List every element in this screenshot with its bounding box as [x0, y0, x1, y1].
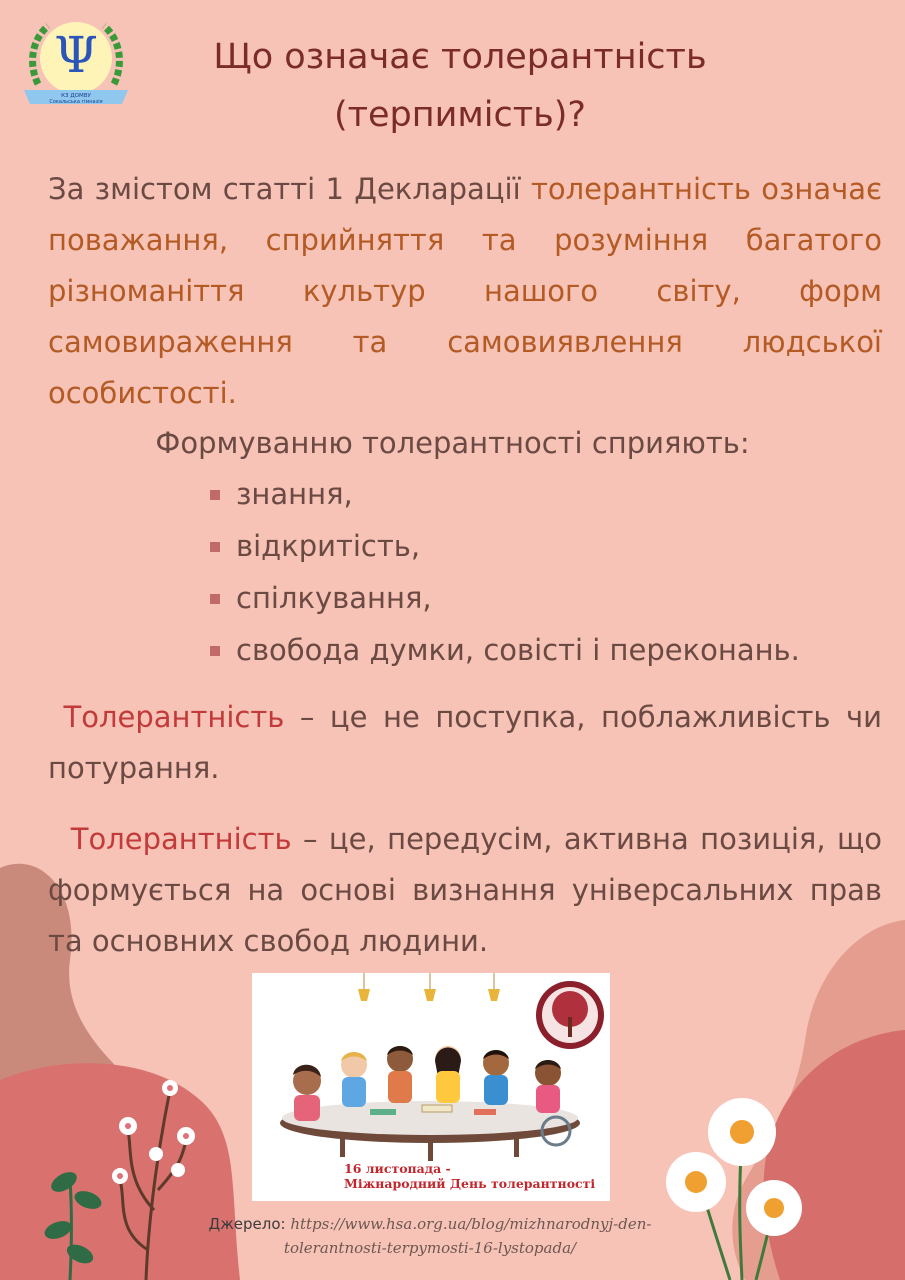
definition-intro: За змістом статті 1 Декларації	[48, 172, 531, 206]
source-url-line-1[interactable]: https://www.hsa.org.ua/blog/mizhnarodnyj-den-	[285, 1215, 652, 1233]
definition-paragraph	[48, 164, 882, 419]
source-credit	[150, 1212, 710, 1260]
title-line-1: Що означає толерантність	[213, 37, 707, 77]
factors-list	[210, 468, 800, 676]
title-line-2: (терпимість)?	[333, 95, 587, 135]
illustration-caption	[344, 1161, 614, 1191]
list-item	[210, 468, 800, 520]
caption-line-2: Міжнародний День толерантності	[344, 1176, 596, 1191]
list-item	[210, 572, 800, 624]
daisy-icon	[666, 1152, 726, 1212]
logo-text-1: КЗ ДОМВУ	[61, 93, 91, 99]
square-bullet-icon	[210, 490, 220, 500]
list-item-text: свобода думки, совісті і переконань.	[236, 633, 800, 667]
caption-line-1: 16 листопада -	[344, 1161, 451, 1176]
term-tolerance: Толерантність	[63, 700, 285, 734]
svg-text:Ψ: Ψ	[54, 26, 98, 84]
not-concession-paragraph	[48, 692, 882, 794]
logo-text-2: Сокальська гімназія	[49, 99, 103, 105]
daisy-icon	[708, 1098, 776, 1166]
active-position-paragraph	[48, 814, 882, 967]
source-url-line-2[interactable]: tolerantnosti-terpymosti-16-lystopada/	[283, 1239, 577, 1257]
daisy-icon	[746, 1180, 802, 1236]
square-bullet-icon	[210, 542, 220, 552]
square-bullet-icon	[210, 646, 220, 656]
term-tolerance: Толерантність	[70, 822, 292, 856]
paragraph3-text: – це, передусім, активна позиція, що формується на основі визнання універсальних прав та основних свобод людини.	[48, 822, 883, 958]
square-bullet-icon	[210, 594, 220, 604]
list-item-text: знання,	[236, 477, 353, 511]
definition-highlight: толерантність означає поважання, сприйняття та розуміння багатого різноманіття культур нашого світу, форм самовираження та самовиявлення людської особистості.	[48, 172, 882, 410]
list-item-text: спілкування,	[236, 581, 432, 615]
list-item	[210, 520, 800, 572]
list-item	[210, 624, 800, 676]
tolerance-day-illustration	[252, 973, 610, 1201]
tree-emblem-icon	[536, 981, 604, 1049]
page-title	[150, 28, 770, 144]
source-label: Джерело:	[208, 1215, 286, 1233]
paragraph2-text: – це не поступка, поблажливість чи потурання.	[48, 700, 883, 785]
factors-heading: Формуванню толерантності сприяють:	[155, 426, 750, 460]
list-item-text: відкритість,	[236, 529, 421, 563]
lamp-icons	[358, 973, 500, 1001]
school-logo-icon	[18, 14, 134, 110]
